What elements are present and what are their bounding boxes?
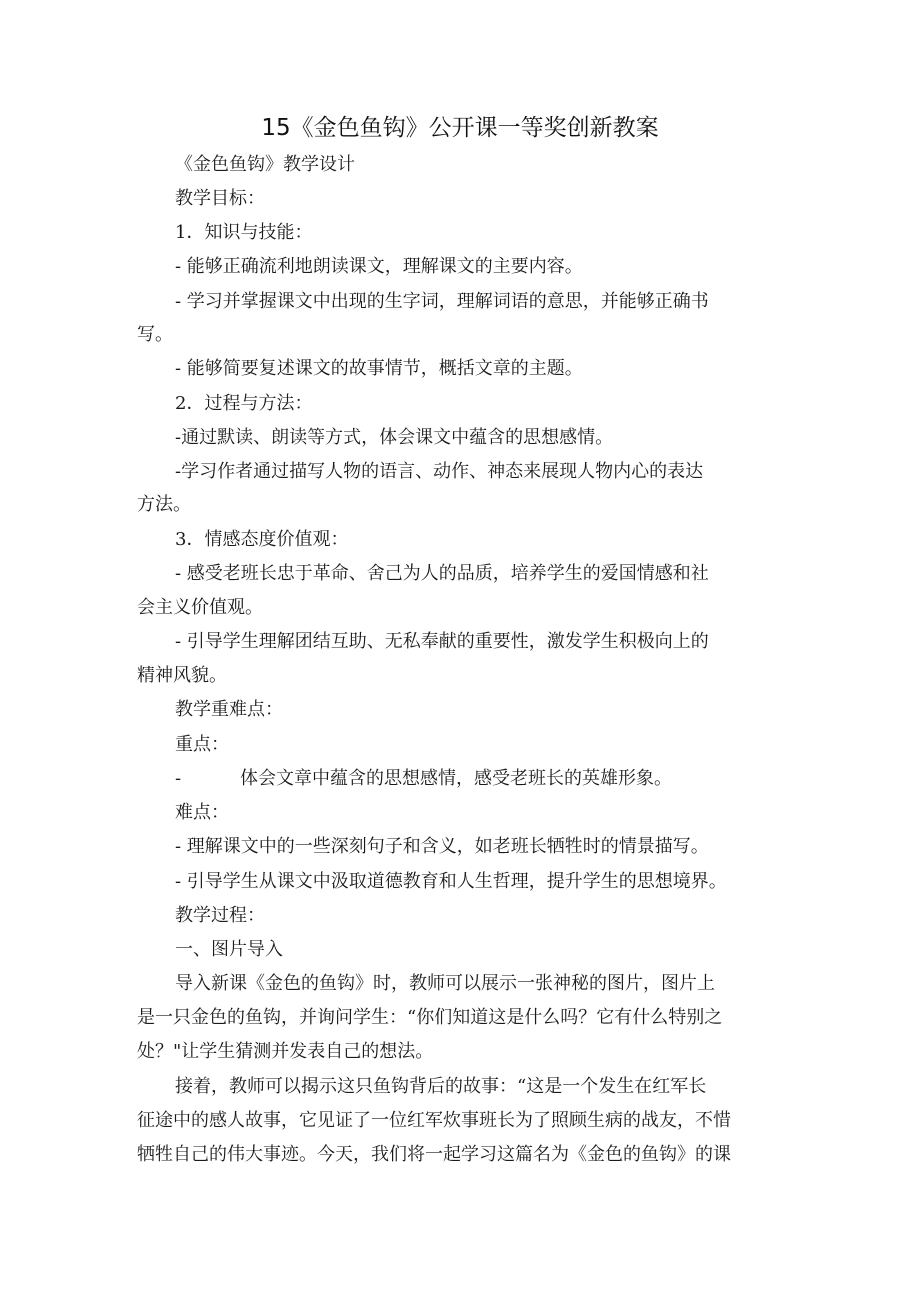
text-line: 写。 [137,324,173,345]
text-line: 接着，教师可以揭示这只鱼钩背后的故事：“这是一个发生在红军长 [175,1076,707,1097]
step-heading-1: 一、图片导入 [175,939,283,960]
text-line: - 学习并掌握课文中出现的生字词，理解词语的意思，并能够正确书 [175,291,709,312]
text-line: - 能够简要复述课文的故事情节，概括文章的主题。 [175,358,583,379]
text-line: - 理解课文中的一些深刻句子和含义，如老班长牺牲时的情景描写。 [175,836,709,857]
text-line: 征途中的感人故事，它见证了一位红军炊事班长为了照顾生病的战友，不惜 [137,1110,731,1131]
text-line: 精神风貌。 [137,665,227,686]
objective-heading-3: 3．情感态度价值观： [175,529,349,550]
subtitle-line: 《金色鱼钩》教学设计 [175,154,355,175]
text-line: -学习作者通过描写人物的语言、动作、神态来展现人物内心的表达 [175,461,704,482]
text-line: 牺牲自己的伟大事迹。今天，我们将一起学习这篇名为《金色的鱼钩》的课 [137,1144,731,1165]
text-line: 导入新课《金色的鱼钩》时，教师可以展示一张神秘的图片，图片上 [175,973,715,994]
section-heading-objectives: 教学目标： [175,188,265,209]
text-line: 方法。 [137,494,191,515]
key-point-label: 重点： [175,734,229,755]
section-heading-process: 教学过程： [175,905,265,926]
text-line: 会主义价值观。 [137,597,263,618]
text-line: - 能够正确流利地朗读课文，理解课文的主要内容。 [175,256,583,277]
objective-heading-2: 2．过程与方法： [175,393,313,414]
document-title: 15《金色鱼钩》公开课一等奖创新教案 [261,115,659,141]
bullet-dash: - [175,768,182,789]
text-line: - 感受老班长忠于革命、舍己为人的品质，培养学生的爱国情感和社 [175,563,709,584]
section-heading-key-points: 教学重难点： [175,699,283,720]
text-line: - 引导学生从课文中汲取道德教育和人生哲理，提升学生的思想境界。 [175,871,727,892]
objective-heading-1: 1．知识与技能： [175,222,313,243]
text-line: - 引导学生理解团结互助、无私奉献的重要性，激发学生积极向上的 [175,631,709,652]
text-line: -通过默读、朗读等方式，体会课文中蕴含的思想感情。 [175,427,614,448]
text-line: 处？"让学生猜测并发表自己的想法。 [137,1041,434,1062]
difficulty-label: 难点： [175,802,229,823]
text-line: 是一只金色的鱼钩，并询问学生：“你们知道这是什么吗？它有什么特别之 [137,1007,723,1028]
text-line: 体会文章中蕴含的思想感情，感受老班长的英雄形象。 [240,768,672,789]
